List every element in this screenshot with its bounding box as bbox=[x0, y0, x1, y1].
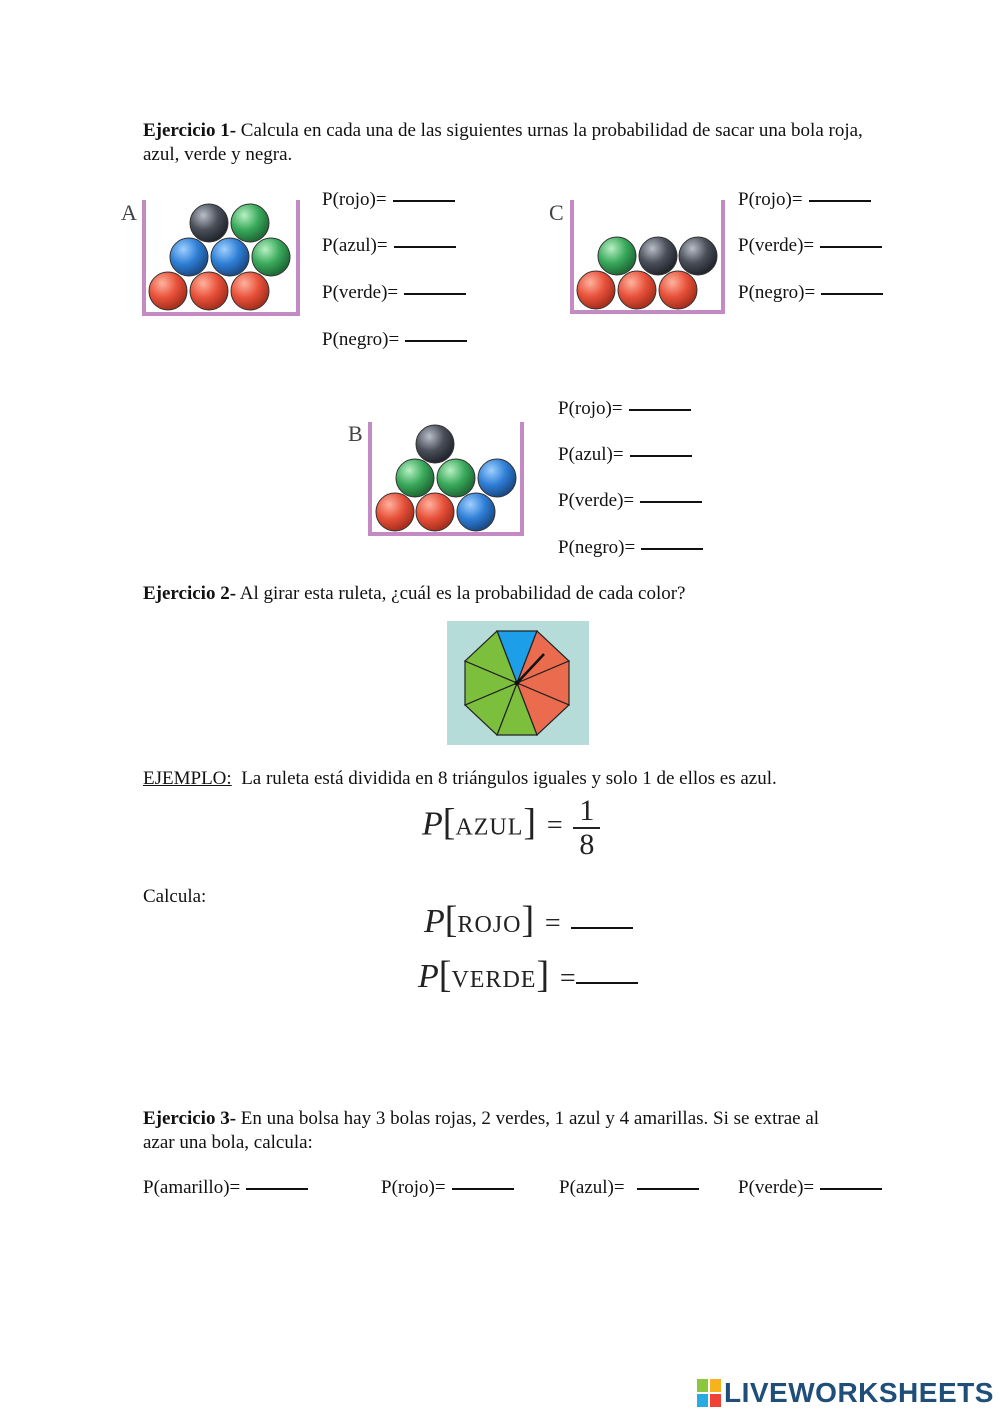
answer-blank[interactable] bbox=[641, 548, 703, 550]
urn-c-prob-verde: P(verde)= bbox=[738, 234, 882, 258]
urn-c-image bbox=[568, 198, 728, 318]
exercise-3-text: En una bolsa hay 3 bolas rojas, 2 verdes, 1 azul y 4 amarillas. Si se extrae al azar una bola, calcula: bbox=[143, 1108, 820, 1153]
exercise-3-title: Ejercicio 3- bbox=[143, 1108, 237, 1129]
urn-a-label: A bbox=[121, 200, 137, 225]
urn-c-label: C bbox=[549, 200, 564, 225]
urn-b-prob-verde: P(verde)= bbox=[558, 489, 702, 513]
ex3-prob-verde: P(verde)= bbox=[738, 1176, 882, 1200]
answer-blank[interactable] bbox=[629, 409, 691, 411]
urn-a-prob-azul: P(azul)= bbox=[322, 234, 456, 258]
urn-c-prob-negro: P(negro)= bbox=[738, 281, 883, 305]
answer-blank[interactable] bbox=[393, 200, 455, 202]
urn-b-prob-rojo: P(rojo)= bbox=[558, 397, 691, 421]
urn-a-prob-negro: P(negro)= bbox=[322, 328, 467, 352]
answer-blank[interactable] bbox=[404, 293, 466, 295]
answer-blank[interactable] bbox=[637, 1188, 699, 1190]
ex3-prob-rojo: P(rojo)= bbox=[381, 1176, 514, 1200]
answer-blank[interactable] bbox=[630, 455, 692, 457]
urn-b-prob-azul: P(azul)= bbox=[558, 443, 692, 467]
answer-blank[interactable] bbox=[394, 246, 456, 248]
ex3-prob-azul: P(azul)= bbox=[559, 1176, 699, 1200]
formula-azul: P[AZUL] = $\frac{1}{8}$ bbox=[422, 797, 600, 869]
exercise-2-text: Al girar esta ruleta, ¿cuál es la probabilidad de cada color? bbox=[239, 583, 686, 604]
urn-c-prob-rojo: P(rojo)= bbox=[738, 188, 871, 212]
answer-blank[interactable] bbox=[571, 927, 633, 929]
example-label: EJEMPLO: bbox=[143, 768, 232, 789]
fraction-numerator: 1 bbox=[579, 794, 595, 827]
fraction-denominator: 8 bbox=[573, 827, 600, 861]
answer-blank[interactable] bbox=[821, 293, 883, 295]
urn-b-image bbox=[366, 420, 528, 540]
roulette-wheel bbox=[447, 621, 589, 745]
formula-verde: P[VERDE] = bbox=[418, 953, 638, 997]
exercise-2-prompt bbox=[143, 582, 863, 606]
urn-a-image bbox=[140, 198, 302, 320]
answer-blank[interactable] bbox=[246, 1188, 308, 1190]
urn-a-prob-verde: P(verde)= bbox=[322, 281, 466, 305]
ex3-prob-amarillo: P(amarillo)= bbox=[143, 1176, 308, 1200]
exercise-2-title: Ejercicio 2- bbox=[143, 583, 237, 604]
liveworksheets-brand: LIVEWORKSHEETS bbox=[724, 1377, 994, 1408]
answer-blank[interactable] bbox=[809, 200, 871, 202]
answer-blank[interactable] bbox=[640, 501, 702, 503]
urn-a-prob-rojo: P(rojo)= bbox=[322, 188, 455, 212]
formula-rojo: P[ROJO] = bbox=[424, 898, 633, 942]
example-text: La ruleta está dividida en 8 triángulos iguales y solo 1 de ellos es azul. bbox=[241, 768, 777, 789]
urn-b-prob-negro: P(negro)= bbox=[558, 536, 703, 560]
urn-b-label: B bbox=[348, 421, 363, 446]
answer-blank[interactable] bbox=[820, 1188, 882, 1190]
exercise-1-title: Ejercicio 1- bbox=[143, 120, 237, 141]
calcula-label: Calcula: bbox=[143, 886, 207, 907]
exercise-1-prompt bbox=[143, 119, 863, 167]
example-line bbox=[143, 767, 903, 791]
answer-blank[interactable] bbox=[576, 982, 638, 984]
answer-blank[interactable] bbox=[452, 1188, 514, 1190]
answer-blank[interactable] bbox=[405, 340, 467, 342]
liveworksheets-logo bbox=[697, 1377, 994, 1409]
liveworksheets-icon bbox=[697, 1379, 721, 1407]
answer-blank[interactable] bbox=[820, 246, 882, 248]
exercise-1-text: Calcula en cada una de las siguientes urnas la probabilidad de sacar una bola roja, azul, verde y negra. bbox=[143, 120, 863, 165]
exercise-3-prompt bbox=[143, 1107, 853, 1155]
